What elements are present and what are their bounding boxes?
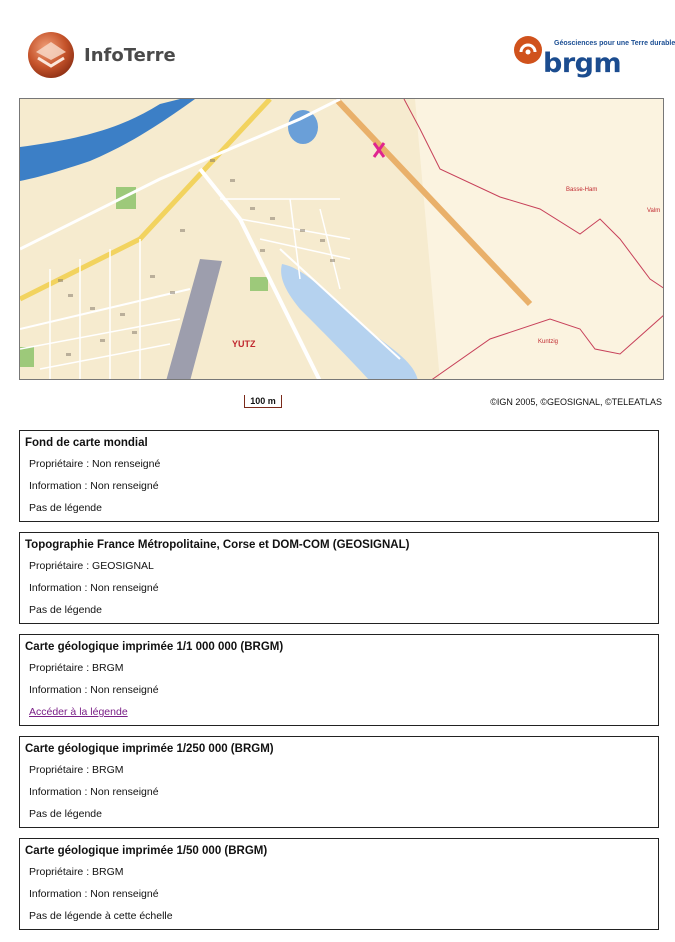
panel-title: Carte géologique imprimée 1/50 000 (BRGM): [25, 845, 268, 857]
layer-panel-topography: [19, 532, 659, 624]
map-label-place2: Kuntzig: [538, 339, 559, 345]
infoterre-logo-text: InfoTerre: [84, 44, 176, 66]
map-view[interactable]: [19, 98, 664, 380]
panel-owner: Propriétaire : GEOSIGNAL: [29, 560, 154, 572]
panel-legend: Pas de légende: [29, 502, 102, 514]
legend-link[interactable]: Accéder à la légende: [29, 706, 128, 718]
map-copyright: ©IGN 2005, ©GEOSIGNAL, ©TELEATLAS: [490, 397, 662, 407]
panel-info: Information : Non renseigné: [29, 786, 159, 798]
panel-owner: Propriétaire : BRGM: [29, 764, 124, 776]
panel-owner: Propriétaire : BRGM: [29, 866, 124, 878]
panel-owner: Propriétaire : BRGM: [29, 662, 124, 674]
header: [0, 0, 675, 95]
brgm-tagline: Géosciences pour une Terre durable: [554, 40, 675, 47]
layer-panel-geology-1m: [19, 634, 659, 726]
map-label-town: YUTZ: [232, 339, 256, 349]
map-label-place3: Valm: [647, 208, 661, 214]
panel-info: Information : Non renseigné: [29, 888, 159, 900]
panel-title: Fond de carte mondial: [25, 437, 148, 449]
map-canvas[interactable]: [20, 99, 664, 380]
infoterre-logo[interactable]: [26, 30, 176, 80]
map-label-place1: Basse-Ham: [566, 187, 598, 193]
panel-legend: Pas de légende: [29, 808, 102, 820]
panel-legend: Pas de légende à cette échelle: [29, 910, 173, 922]
infoterre-globe-icon: [26, 30, 76, 80]
map-scale-bar: 100 m: [244, 395, 282, 408]
panel-info: Information : Non renseigné: [29, 582, 159, 594]
panel-title: Carte géologique imprimée 1/250 000 (BRGM): [25, 743, 274, 755]
brgm-mark-icon: [512, 34, 544, 66]
layer-panel-geology-50k: [19, 838, 659, 930]
brgm-logo[interactable]: [510, 34, 675, 84]
pond: [288, 110, 318, 144]
panel-info: Information : Non renseigné: [29, 480, 159, 492]
panel-title: Carte géologique imprimée 1/1 000 000 (BRGM): [25, 641, 284, 653]
brgm-brand: brgm: [543, 48, 622, 79]
panel-owner: Propriétaire : Non renseigné: [29, 458, 161, 470]
panel-legend: Pas de légende: [29, 604, 102, 616]
layer-panel-geology-250k: [19, 736, 659, 828]
panel-title: Topographie France Métropolitaine, Corse et DOM-COM (GEOSIGNAL): [25, 539, 410, 551]
panel-info: Information : Non renseigné: [29, 684, 159, 696]
layer-panel-world-basemap: [19, 430, 659, 522]
